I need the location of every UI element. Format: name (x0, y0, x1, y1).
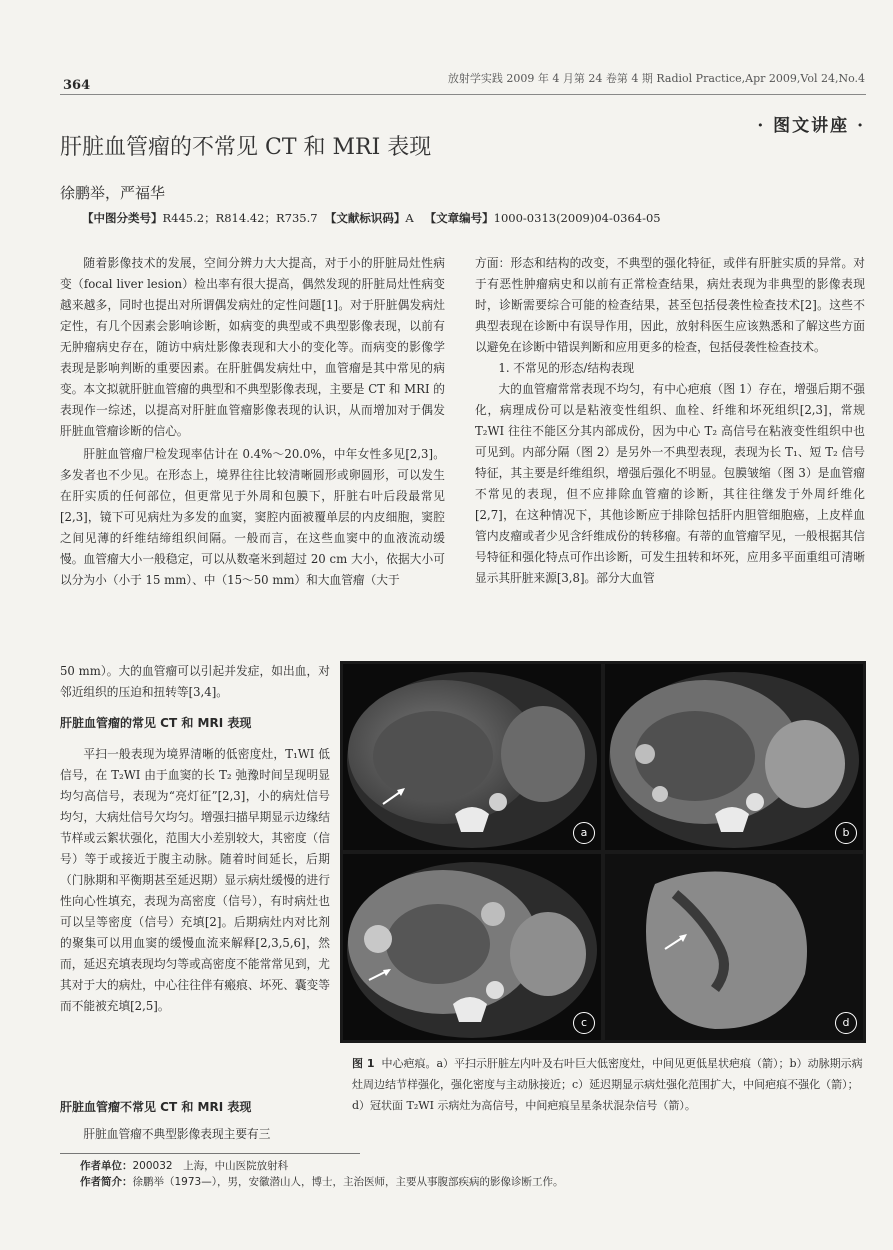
class-label: 【中图分类号】 (82, 211, 163, 225)
panel-label: a (573, 822, 595, 844)
class-value: R445.2；R814.42；R735.7 (162, 211, 318, 225)
paragraph: 肝脏血管瘤尸检发现率估计在 0.4%～20.0%，中年女性多见[2,3]。多发者也不少见。在形态上，境界往往比较清晰圆形或卵圆形，可以发生在肝实质的任何部位，但更常见于外周和包膜下，肝脏右叶后段最常见[2,3]，镜下可见病灶为多发的血窦，窦腔内面被覆单层的内皮细胞，窦腔之间见薄的纤维结缔组织间隔。一般而言，在这些血窦中的血液流动缓慢。血管瘤大小一般稳定，可以从数毫米到超过 20 cm 大小，依据大小可以分为小（小于 15 mm）、中（15～50 mm）和大血管瘤（大于 (60, 447, 445, 587)
left-column-section (60, 744, 330, 1017)
left-column-lower (60, 661, 330, 703)
mri-image-d (605, 854, 863, 1040)
bio-label: 作者简介： (80, 1176, 133, 1188)
paragraph: 随着影像技术的发展，空间分辨力大大提高，对于小的肝脏局灶性病变（focal liver lesion）检出率有很大提高，偶然发现的肝脏局灶性病变越来越多，同时也提出对所谓偶发病灶的定性问题[1]。对于肝脏偶发病灶定性，有几个因素会影响诊断，如病变的典型或不典型影像表现，以前有无肿瘤病史存在，随访中病灶影像表现和大小的变化等。而病变的影像学表现是影响判断的重要因素。在肝脏偶发病灶中，血管瘤是其中常见的病变。本文拟就肝脏血管瘤的典型和不典型影像表现，主要是 CT 和 MRI 的表现作一综述，以提高对肝脏血管瘤影像表现的认识，从而增加对于偶发肝脏血管瘤诊断的信心。 (60, 256, 445, 438)
running-head: 放射学实践 2009 年 4 月第 24 卷第 4 期 Radiol Practice,Apr 2009,Vol 24,No.4 (447, 72, 865, 85)
doc-value: A (405, 211, 414, 225)
left-column-top (60, 253, 445, 591)
section-heading: 肝脏血管瘤不常见 CT 和 MRI 表现 (60, 1100, 252, 1114)
panel-label: d (835, 1012, 857, 1034)
doc-label: 【文献标识码】 (324, 211, 406, 225)
caption-text: a）平扫示肝脏左内叶及右叶巨大低密度灶，中间见更低星状疤痕（箭）；b）动脉期示病灶周边结节样强化，强化密度与主动脉接近；c）延迟期显示病灶强化范围扩大，中间疤痕不强化（箭）；d）冠状面 T₂WI 示病灶为高信号，中间疤痕呈星条状混杂信号（箭）。 (352, 1057, 863, 1112)
section-heading: 肝脏血管瘤的常见 CT 和 MRI 表现 (60, 716, 252, 730)
author-bio (80, 1174, 563, 1189)
paragraph: 大的血管瘤常常表现不均匀，有中心疤痕（图 1）存在，增强后期不强化，病理成份可以是粘液变性组织、血栓、纤维和坏死组织[2,3]，常规 T₂WI 往往不能区分其内部成份，因为中心 T₂ 高信号在粘液变性组织中也可见到。内部分隔（图 2）是另外一不典型表现，表现为长 T₁、短 T₂ 信号特征，其主要是纤维组织，增强后强化不明显。包膜皱缩（图 3）是血管瘤不常见的表现，但不应排除血管瘤的诊断，其往往继发于外周纤维化[2,7]，在这种情况下，其他诊断应于排除包括肝内胆管细胞癌，上皮样血管内皮瘤或者少见含纤维成份的转移瘤。有蒂的血管瘤罕见，一般根据其信号特征和强化特点可作出诊断，可发生扭转和坏死，应用多平面重组可清晰显示其肝脏来源[3,8]。部分大血管 (475, 382, 865, 585)
ct-image-c (343, 854, 601, 1040)
caption-title: 中心疤痕。 (381, 1057, 437, 1070)
id-label: 【文章编号】 (424, 211, 494, 225)
ct-scan-illustration (605, 664, 863, 850)
paragraph-continuation: 50 mm）。大的血管瘤可以引起并发症，如出血，对邻近组织的压迫和扭转等[3,4]。 (60, 664, 330, 699)
page-number: 364 (63, 78, 91, 93)
unit-label: 作者单位： (80, 1160, 133, 1172)
caption-label: 图 1 (352, 1057, 375, 1070)
ct-scan-illustration (343, 854, 601, 1040)
ct-image-a (343, 664, 601, 850)
paragraph: 平扫一般表现为境界清晰的低密度灶，T₁WI 低信号，在 T₂WI 由于血窦的长 T₂ 弛豫时间呈现明显均匀高信号，表现为“亮灯征”[2,3]，小的病灶信号均匀，大病灶信号欠均匀。增强扫描早期显示边缘结节样或云絮状强化，范围大小差别较大，其密度（信号）等于或接近于腹主动脉。随着时间延长，后期（门脉期和平衡期甚至延迟期）显示病灶缓慢的进行性向心性填充，表现为高密度（信号），有时病灶也可以呈等密度（信号）充填[2]。后期病灶内对比剂的聚集可以用血窦的缓慢血流来解释[2,3,5,6]，然而，延迟充填表现均匀等或高密度不能常常见到，尤其对于大的病灶，中心往往伴有瘢痕、坏死、囊变等而不能被充填[2,5]。 (60, 747, 330, 1013)
paragraph-continuation: 方面：形态和结构的改变，不典型的强化特征，或伴有肝脏实质的异常。对于有恶性肿瘤病史和以前有正常检查结果，病灶表现为非典型的影像表现时，诊断需要综合可能的检查结果，甚至包括侵袭性检查技术[2]。这些不典型表现在诊断中有误导作用，因此，放射科医生应该熟悉和了解这些方面以避免在诊断中错误判断和应用更多的检查，包括侵袭性检查技术。 (475, 256, 865, 354)
mri-scan-illustration (605, 854, 863, 1040)
subheading: 1. 不常见的形态/结构表现 (498, 361, 635, 375)
figure-1 (340, 661, 866, 1043)
ct-scan-illustration (343, 664, 601, 850)
figure-caption (352, 1053, 864, 1116)
classification-line (82, 210, 661, 226)
bio-value: 徐鹏举（1973—），男，安徽潜山人，博士，主治医师，主要从事腹部疾病的影像诊断工作。 (132, 1176, 564, 1188)
column-name: · 图文讲座 · (757, 116, 865, 136)
panel-label: b (835, 822, 857, 844)
header-rule (60, 94, 866, 95)
ct-image-b (605, 664, 863, 850)
panel-label: c (573, 1012, 595, 1034)
authors: 徐鹏举，严福华 (60, 184, 166, 202)
right-column (475, 253, 865, 589)
footnote-rule (60, 1153, 360, 1154)
left-column-bottom (60, 1124, 330, 1145)
author-unit (80, 1158, 288, 1173)
id-value: 1000-0313(2009)04-0364-05 (493, 211, 661, 225)
paragraph: 肝脏血管瘤不典型影像表现主要有三 (83, 1127, 271, 1141)
unit-value: 200032 上海，中山医院放射科 (132, 1160, 289, 1172)
article-title: 肝脏血管瘤的不常见 CT 和 MRI 表现 (60, 135, 432, 160)
